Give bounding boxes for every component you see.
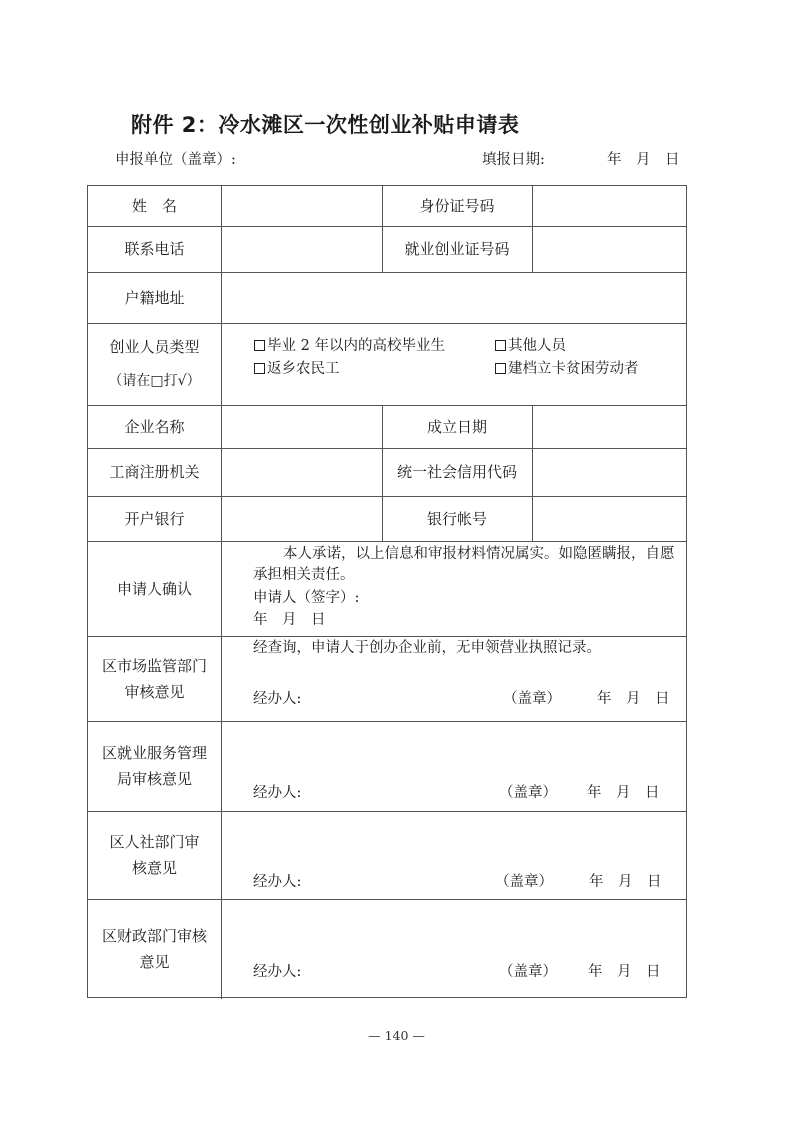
handler-label: 经办人: xyxy=(253,691,302,707)
option-other[interactable]: 其他人员 xyxy=(495,336,566,356)
company-name-label: 企业名称 xyxy=(124,417,185,436)
name-field[interactable] xyxy=(222,186,382,226)
id-number-label: 身份证号码 xyxy=(419,197,495,215)
fill-date-ymd: 年 月 日 xyxy=(607,152,680,168)
employment-cert-field[interactable] xyxy=(533,227,687,272)
type-label xyxy=(88,323,221,405)
handler-label: 经办人: xyxy=(253,785,302,801)
fill-date-label: 填报日期: xyxy=(482,152,545,168)
review-date: 年 月 日 xyxy=(587,785,660,801)
phone-label: 联系电话 xyxy=(124,240,185,258)
handler-label: 经办人: xyxy=(253,874,302,890)
registry-field[interactable] xyxy=(222,449,382,496)
review-employment-label: 区就业服务管理 局审核意见 xyxy=(101,744,207,788)
seal-label: （盖章） xyxy=(499,785,557,801)
credit-code-label: 统一社会信用代码 xyxy=(396,463,517,481)
page-number: — 140 — xyxy=(368,1028,425,1043)
review-finance-label: 区财政部门审核 意见 xyxy=(101,927,207,971)
option-returning-worker[interactable]: 返乡农民工 xyxy=(254,359,340,379)
application-form xyxy=(87,185,687,998)
review-date: 年 月 日 xyxy=(588,964,661,980)
seal-label: （盖章） xyxy=(495,874,553,890)
seal-label: （盖章） xyxy=(503,691,561,707)
handler-label: 经办人: xyxy=(253,964,302,980)
id-number-field[interactable] xyxy=(533,186,687,226)
checkbox-icon[interactable] xyxy=(254,340,265,351)
page-title: 附件 2：冷水滩区一次性创业补贴申请表 xyxy=(131,113,520,137)
bank-field[interactable] xyxy=(222,497,382,541)
founded-date-label: 成立日期 xyxy=(426,417,487,436)
bank-label: 开户银行 xyxy=(124,509,185,528)
checkbox-icon[interactable] xyxy=(254,363,265,374)
credit-code-field[interactable] xyxy=(533,449,687,496)
employment-cert-label: 就业创业证号码 xyxy=(404,240,510,258)
review-date: 年 月 日 xyxy=(597,691,670,707)
unit-label: 申报单位（盖章）: xyxy=(115,152,236,168)
type-label-hint: （请在□打√） xyxy=(108,373,201,389)
confirm-label: 申请人确认 xyxy=(116,579,192,598)
confirm-date: 年 月 日 xyxy=(253,612,326,628)
account-field[interactable] xyxy=(533,497,687,541)
phone-field[interactable] xyxy=(222,227,382,272)
company-name-field[interactable] xyxy=(222,406,382,448)
account-label: 银行帐号 xyxy=(426,509,487,528)
registry-label: 工商注册机关 xyxy=(109,463,200,481)
type-label-main: 创业人员类型 xyxy=(109,338,200,356)
address-field[interactable] xyxy=(222,273,687,323)
confirm-statement: 本人承诺，以上信息和审报材料情况属实。如隐匿瞒报，自愿承担相关责任。 xyxy=(253,546,675,583)
applicant-signature-label: 申请人（签字）: xyxy=(253,590,360,606)
checkbox-icon[interactable] xyxy=(495,340,506,351)
review-hr-label: 区人社部门审 核意见 xyxy=(109,833,200,877)
address-label: 户籍地址 xyxy=(124,288,185,307)
seal-label: （盖章） xyxy=(499,964,557,980)
review-date: 年 月 日 xyxy=(589,874,662,890)
founded-date-field[interactable] xyxy=(533,406,687,448)
checkbox-icon[interactable] xyxy=(495,363,506,374)
option-poverty-household[interactable]: 建档立卡贫困劳动者 xyxy=(495,359,639,379)
name-label: 姓 名 xyxy=(131,197,177,215)
option-graduate[interactable]: 毕业 2 年以内的高校毕业生 xyxy=(254,336,445,356)
review-market-label: 区市场监管部门 审核意见 xyxy=(101,656,207,701)
review-market-note: 经查询，申请人于创办企业前，无申领营业执照记录。 xyxy=(253,640,601,656)
